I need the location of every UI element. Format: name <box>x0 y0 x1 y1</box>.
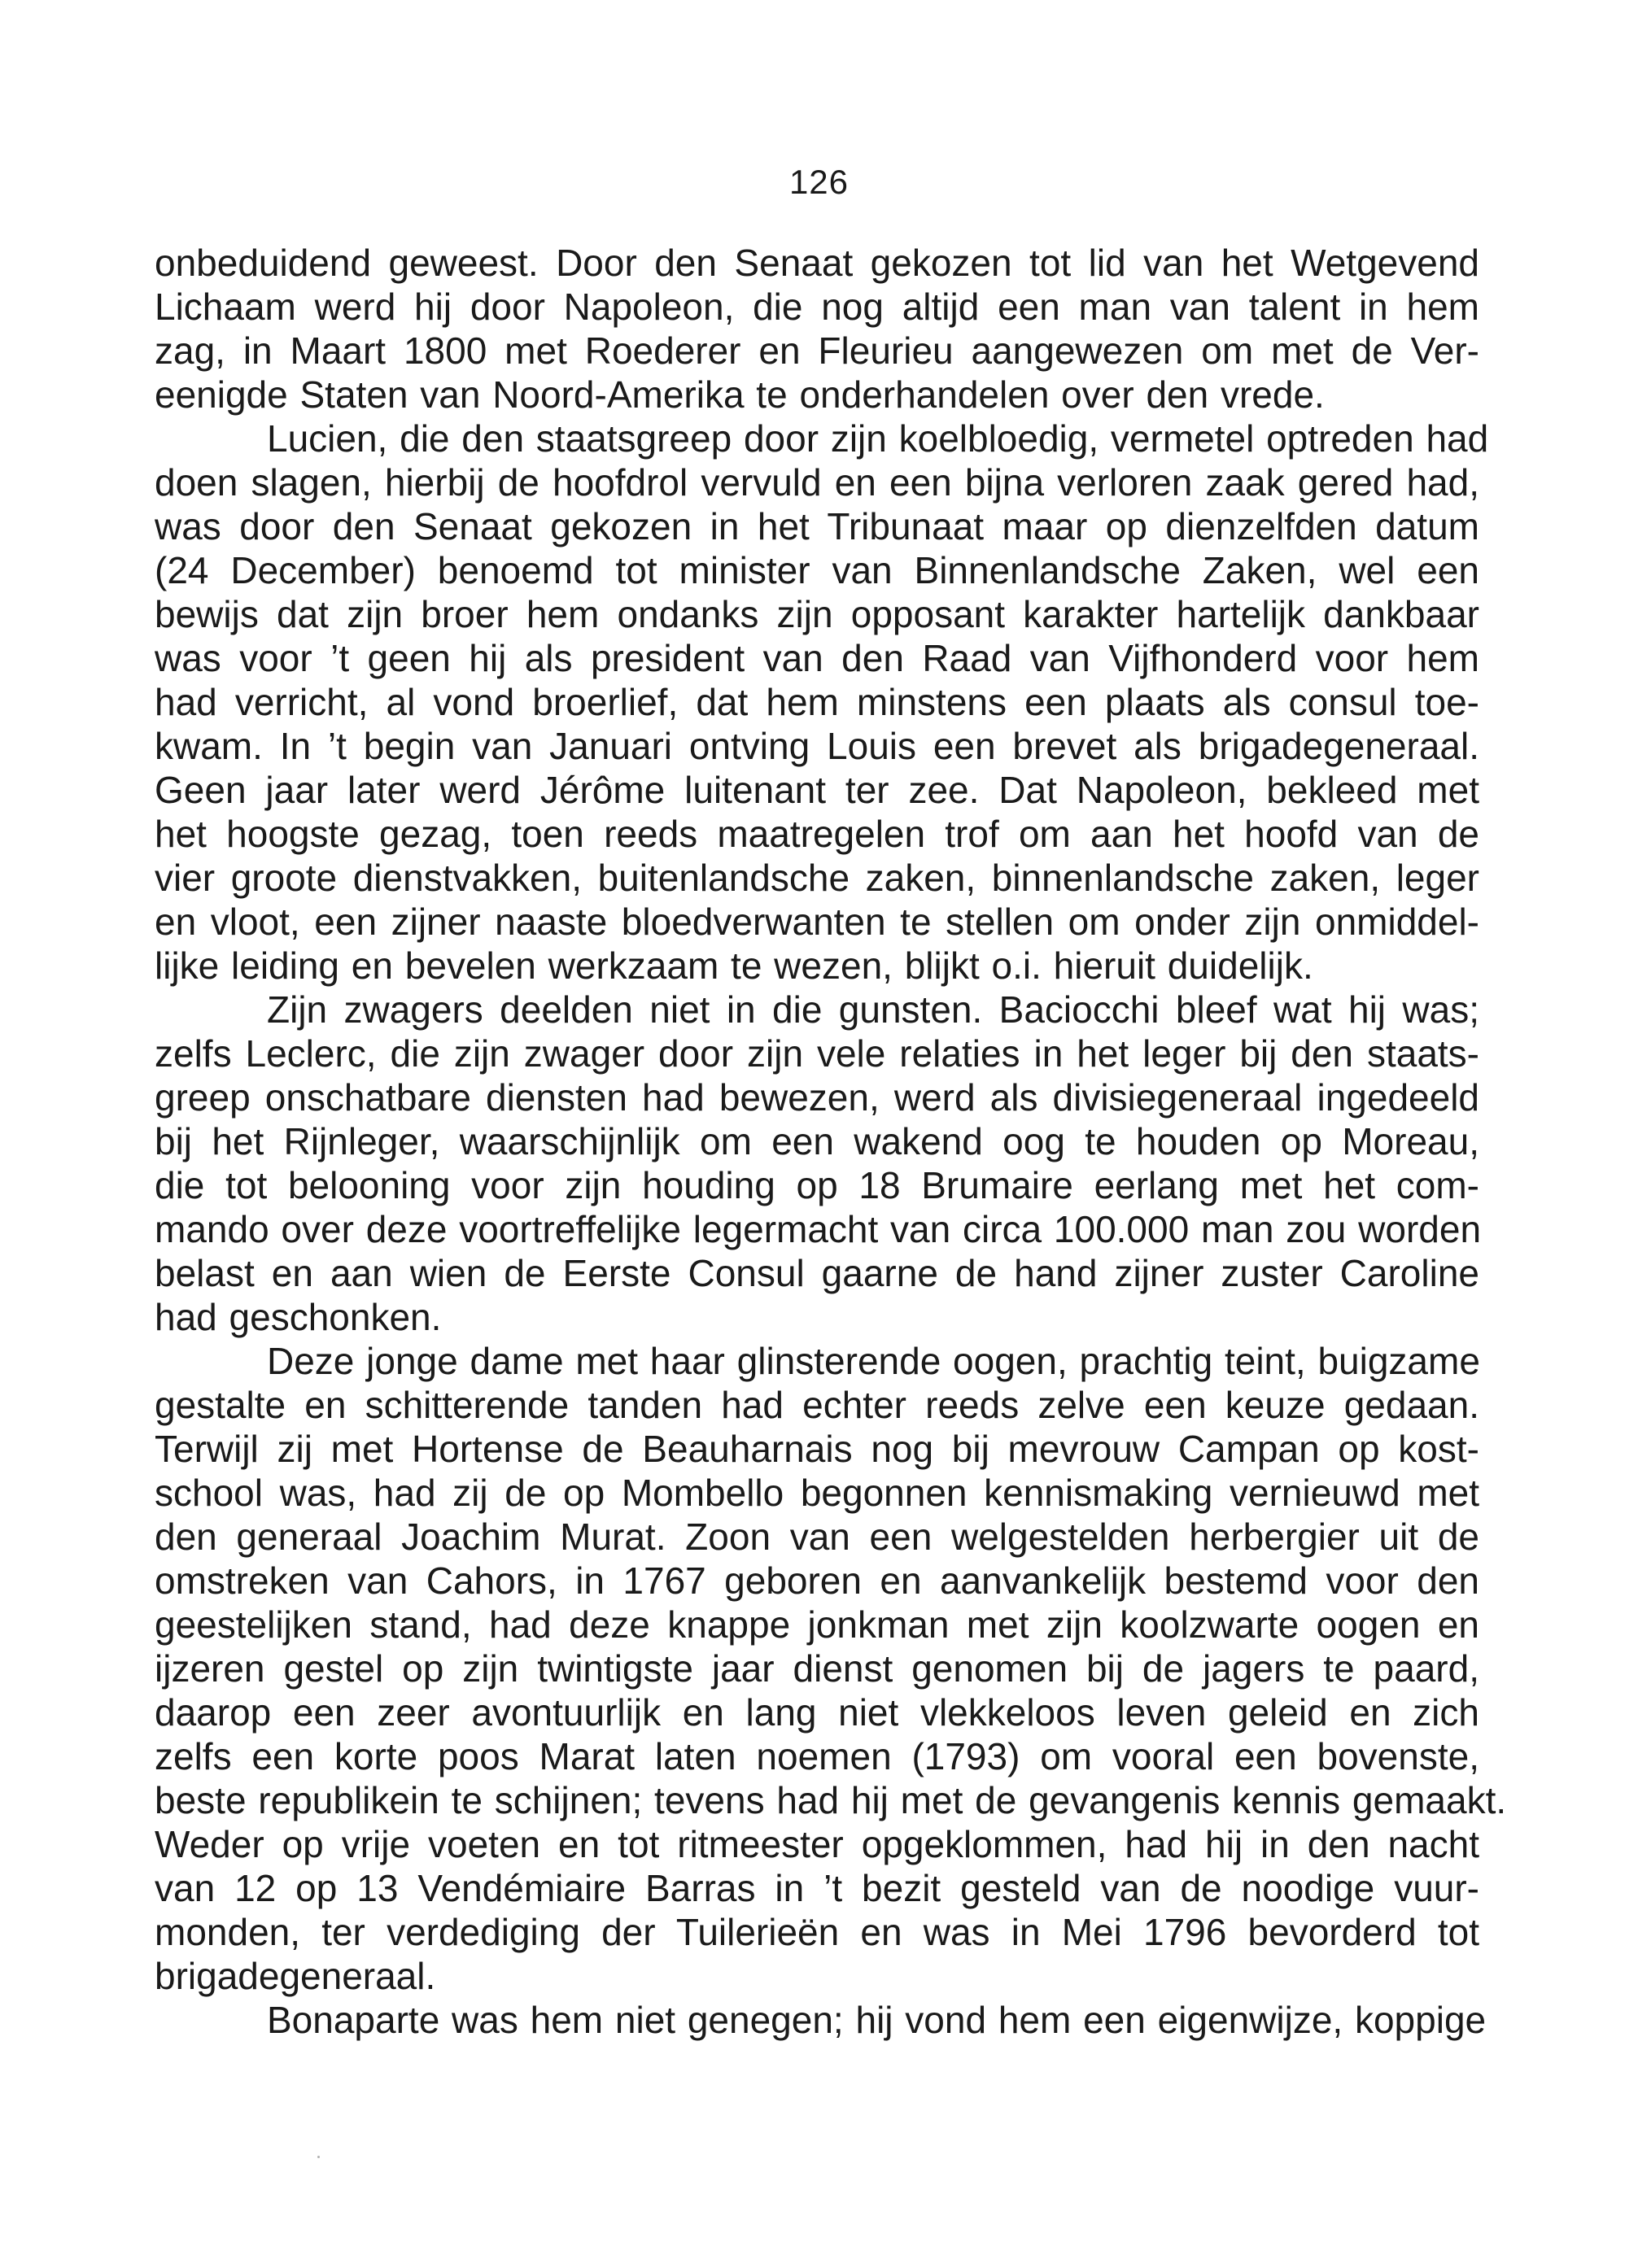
text-line: (24 December) benoemd tot minister van Binnenlandsche Zaken, wel een <box>155 549 1479 591</box>
text-line: Terwijl zij met Hortense de Beauharnais nog bij mevrouw Campan op kost- <box>155 1428 1479 1470</box>
text-line: beste republikein te schijnen; tevens had hij met de gevangenis kennis gemaakt. <box>155 1779 1507 1821</box>
text-line: van 12 op 13 Vendémiaire Barras in ’t bezit gesteld van de noodige vuur- <box>155 1867 1479 1909</box>
text-line: en vloot, een zijner naaste bloedverwanten te stellen om onder zijn onmiddel- <box>155 901 1479 943</box>
paragraph-first-line: Bonaparte was hem niet genegen; hij vond hem een eigenwijze, koppige <box>267 1999 1487 2041</box>
text-line: kwam. In ’t begin van Januari ontving Louis een brevet als brigadegeneraal. <box>155 725 1479 767</box>
text-line: zelfs Leclerc, die zijn zwager door zijn vele relaties in het leger bij den staats- <box>155 1032 1479 1075</box>
paragraph-first-line: Zijn zwagers deelden niet in die gunsten. Baciocchi bleef wat hij was; <box>267 988 1479 1031</box>
text-line: bewijs dat zijn broer hem ondanks zijn opposant karakter hartelijk dankbaar <box>155 593 1479 635</box>
text-line: was voor ’t geen hij als president van den Raad van Vijfhonderd voor hem <box>155 637 1479 679</box>
text-line: doen slagen, hierbij de hoofdrol vervuld en een bijna verloren zaak gered had, <box>155 461 1479 504</box>
text-line: brigadegeneraal. <box>155 1955 436 1997</box>
text-line: greep onschatbare diensten had bewezen, werd als divisiegeneraal ingedeeld <box>155 1076 1479 1119</box>
page-number: 126 <box>788 163 850 201</box>
text-line: het hoogste gezag, toen reeds maatregelen trof om aan het hoofd van de <box>155 813 1479 855</box>
text-line: was door den Senaat gekozen in het Tribunaat maar op dienzelfden datum <box>155 505 1479 547</box>
text-line: school was, had zij de op Mombello begonnen kennismaking vernieuwd met <box>155 1472 1479 1514</box>
text-line: geestelijken stand, had deze knappe jonkman met zijn koolzwarte oogen en <box>155 1603 1479 1646</box>
text-line: belast en aan wien de Eerste Consul gaarne de hand zijner zuster Caroline <box>155 1252 1479 1294</box>
text-line: zag, in Maart 1800 met Roederer en Fleurieu aangewezen om met de Ver- <box>155 329 1479 372</box>
text-line: mando over deze voortreffelijke legermacht van circa 100.000 man zou worden <box>155 1208 1482 1250</box>
text-line: den generaal Joachim Murat. Zoon van een welgestelden herbergier uit de <box>155 1516 1479 1558</box>
text-line: zelfs een korte poos Marat laten noemen (1793) om vooral een bovenste, <box>155 1735 1479 1777</box>
text-line: onbeduidend geweest. Door den Senaat gekozen tot lid van het Wetgevend <box>155 242 1479 284</box>
text-line: daarop een zeer avontuurlijk en lang niet vlekkeloos leven geleid en zich <box>155 1691 1479 1734</box>
text-line: ijzeren gestel op zijn twintigste jaar dienst genomen bij de jagers te paard, <box>155 1647 1479 1690</box>
text-line: vier groote dienstvakken, buitenlandsche zaken, binnenlandsche zaken, leger <box>155 857 1479 899</box>
text-line: lijke leiding en bevelen werkzaam te wezen, blijkt o.i. hieruit duidelijk. <box>155 944 1313 987</box>
paragraph-first-line: Deze jonge dame met haar glinsterende oogen, prachtig teint, buigzame <box>267 1340 1480 1382</box>
text-line: had geschonken. <box>155 1296 442 1338</box>
text-line: omstreken van Cahors, in 1767 geboren en aanvankelijk bestemd voor den <box>155 1559 1479 1602</box>
text-line: bij het Rijnleger, waarschijnlijk om een wakend oog te houden op Moreau, <box>155 1120 1479 1162</box>
body-text <box>155 241 1507 2042</box>
paper-speck <box>317 2156 320 2158</box>
paragraph-first-line: Lucien, die den staatsgreep door zijn koelbloedig, vermetel optreden had <box>267 417 1489 460</box>
text-line: monden, ter verdediging der Tuilerieën en was in Mei 1796 bevorderd tot <box>155 1911 1479 1953</box>
text-line: gestalte en schitterende tanden had echter reeds zelve een keuze gedaan. <box>155 1384 1479 1426</box>
text-line: Geen jaar later werd Jérôme luitenant ter zee. Dat Napoleon, bekleed met <box>155 769 1479 811</box>
text-line: Weder op vrije voeten en tot ritmeester opgeklommen, had hij in den nacht <box>155 1823 1479 1865</box>
text-line: eenigde Staten van Noord-Amerika te onderhandelen over den vrede. <box>155 373 1325 416</box>
text-line: Lichaam werd hij door Napoleon, die nog altijd een man van talent in hem <box>155 286 1479 328</box>
text-line: die tot belooning voor zijn houding op 18 Brumaire eerlang met het com- <box>155 1164 1479 1206</box>
text-line: had verricht, al vond broerlief, dat hem minstens een plaats als consul toe- <box>155 681 1479 723</box>
